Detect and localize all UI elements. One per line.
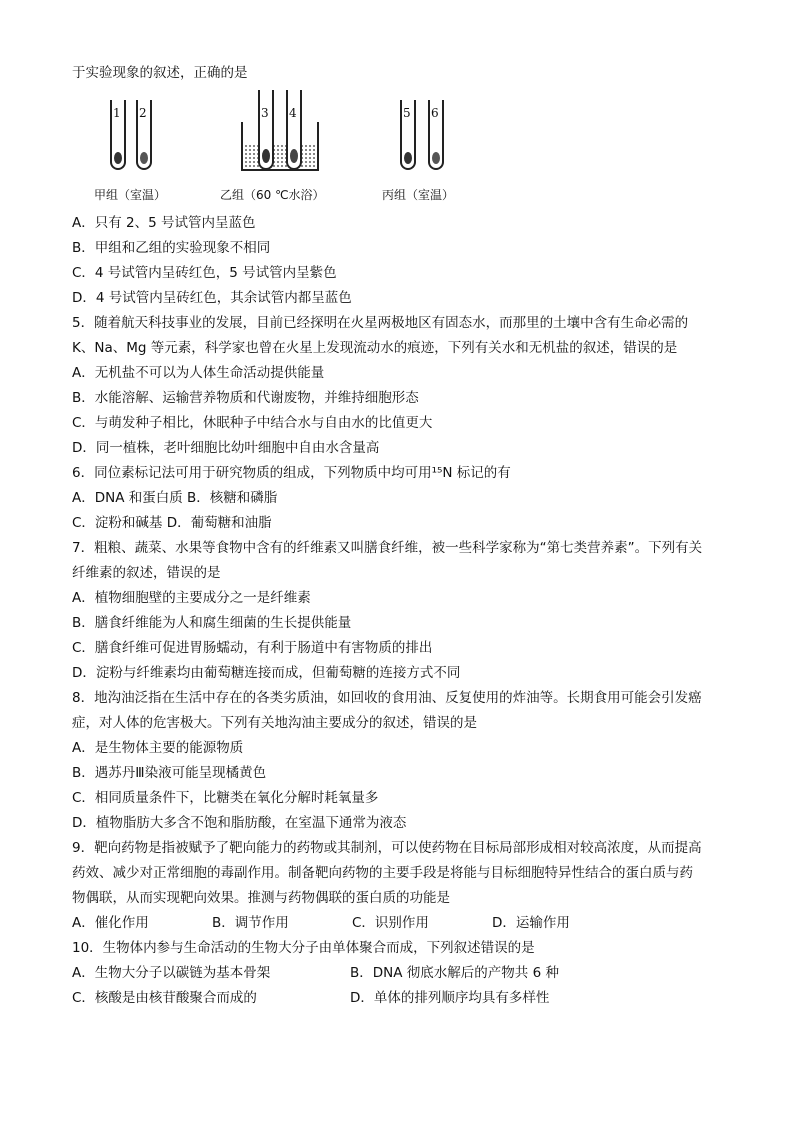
tube-number-4: 4 [289, 106, 297, 120]
q10-option-a: A．生物大分子以碳链为基本骨架 [72, 965, 271, 981]
q10-option-c: C．核酸是由核苷酸聚合而成的 [72, 990, 257, 1006]
q7-option-a: A．植物细胞壁的主要成分之一是纤维素 [72, 590, 311, 606]
q6-options-cd: C．淀粉和碱基 D．葡萄糖和油脂 [72, 515, 272, 531]
q9-stem-line-3: 物偶联，从而实现靶向效果。推测与药物偶联的蛋白质的功能是 [72, 890, 450, 906]
q9-stem-line-2: 药效、减少对正常细胞的毒副作用。制备靶向药物的主要手段是将能与目标细胞特异性结合的蛋白质与药 [72, 865, 693, 881]
q5-option-c: C．与萌发种子相比，休眠种子中结合水与自由水的比值更大 [72, 415, 433, 431]
q8-option-b: B．遇苏丹Ⅲ染液可能呈现橘黄色 [72, 765, 267, 781]
q8-option-d: D．植物脂肪大多含不饱和脂肪酸，在室温下通常为液态 [72, 815, 407, 831]
q8-option-a: A．是生物体主要的能源物质 [72, 740, 244, 756]
q8-stem-line-2: 症，对人体的危害极大。下列有关地沟油主要成分的叙述，错误的是 [72, 715, 477, 731]
q10-option-d: D．单体的排列顺序均具有多样性 [350, 990, 550, 1006]
q10-stem: 10．生物体内参与生命活动的生物大分子由单体聚合而成，下列叙述错误的是 [72, 940, 535, 956]
group-label-jia: 甲组（室温） [94, 188, 167, 202]
q5-stem-line-1: 5．随着航天科技事业的发展，目前已经探明在火星两极地区有固态水，而那里的土壤中含有生命必需的 [72, 315, 689, 331]
q9-option-d: D．运输作用 [492, 915, 570, 931]
group-label-bing: 丙组（室温） [382, 188, 455, 202]
test-tube-4 [286, 90, 302, 170]
q4-option-a: A．只有 2、5 号试管内呈蓝色 [72, 215, 256, 231]
q5-stem-line-2: K、Na、Mg 等元素，科学家也曾在火星上发现流动水的痕迹，下列有关水和无机盐的叙述，错误的是 [72, 340, 678, 356]
tube-number-2: 2 [139, 106, 147, 120]
tube-number-1: 1 [113, 106, 121, 120]
q7-option-c: C．膳食纤维可促进胃肠蠕动，有利于肠道中有害物质的排出 [72, 640, 433, 656]
q9-option-b: B．调节作用 [212, 915, 289, 931]
q6-options-ab: A．DNA 和蛋白质 B．核糖和磷脂 [72, 490, 278, 506]
q5-option-a: A．无机盐不可以为人体生命活动提供能量 [72, 365, 325, 381]
q4-stem-tail: 于实验现象的叙述，正确的是 [72, 65, 248, 81]
test-tube-figure [90, 88, 480, 206]
q7-option-d: D．淀粉与纤维素均由葡萄糖连接而成，但葡萄糖的连接方式不同 [72, 665, 461, 681]
q7-stem-line-2: 纤维素的叙述，错误的是 [72, 565, 221, 581]
q9-stem-line-1: 9．靶向药物是指被赋予了靶向能力的药物或其制剂，可以使药物在目标局部形成相对较高浓度，从而提高 [72, 840, 702, 856]
q6-stem: 6．同位素标记法可用于研究物质的组成，下列物质中均可用¹⁵N 标记的有 [72, 465, 511, 481]
tube-number-3: 3 [261, 106, 269, 120]
q7-stem-line-1: 7．粗粮、蔬菜、水果等食物中含有的纤维素又叫膳食纤维，被一些科学家称为“第七类营养素”。下列有关 [72, 540, 703, 556]
q5-option-d: D．同一植株，老叶细胞比幼叶细胞中自由水含量高 [72, 440, 380, 456]
group-label-yi: 乙组（60 ℃水浴） [220, 188, 325, 202]
test-tube-3 [258, 90, 274, 170]
q8-stem-line-1: 8．地沟油泛指在生活中存在的各类劣质油，如回收的食用油、反复使用的炸油等。长期食用可能会引发癌 [72, 690, 702, 706]
q8-option-c: C．相同质量条件下，比糖类在氧化分解时耗氧量多 [72, 790, 379, 806]
q4-option-c: C．4 号试管内呈砖红色，5 号试管内呈紫色 [72, 265, 337, 281]
q7-option-b: B．膳食纤维能为人和腐生细菌的生长提供能量 [72, 615, 352, 631]
q4-option-d: D．4 号试管内呈砖红色，其余试管内都呈蓝色 [72, 290, 352, 306]
q5-option-b: B．水能溶解、运输营养物质和代谢废物，并维持细胞形态 [72, 390, 419, 406]
tube-number-6: 6 [431, 106, 439, 120]
q10-option-b: B．DNA 彻底水解后的产物共 6 种 [350, 965, 559, 981]
tube-number-5: 5 [403, 106, 411, 120]
q9-option-a: A．催化作用 [72, 915, 149, 931]
q9-option-c: C．识别作用 [352, 915, 429, 931]
q4-option-b: B．甲组和乙组的实验现象不相同 [72, 240, 271, 256]
water-bath-beaker [240, 104, 320, 174]
